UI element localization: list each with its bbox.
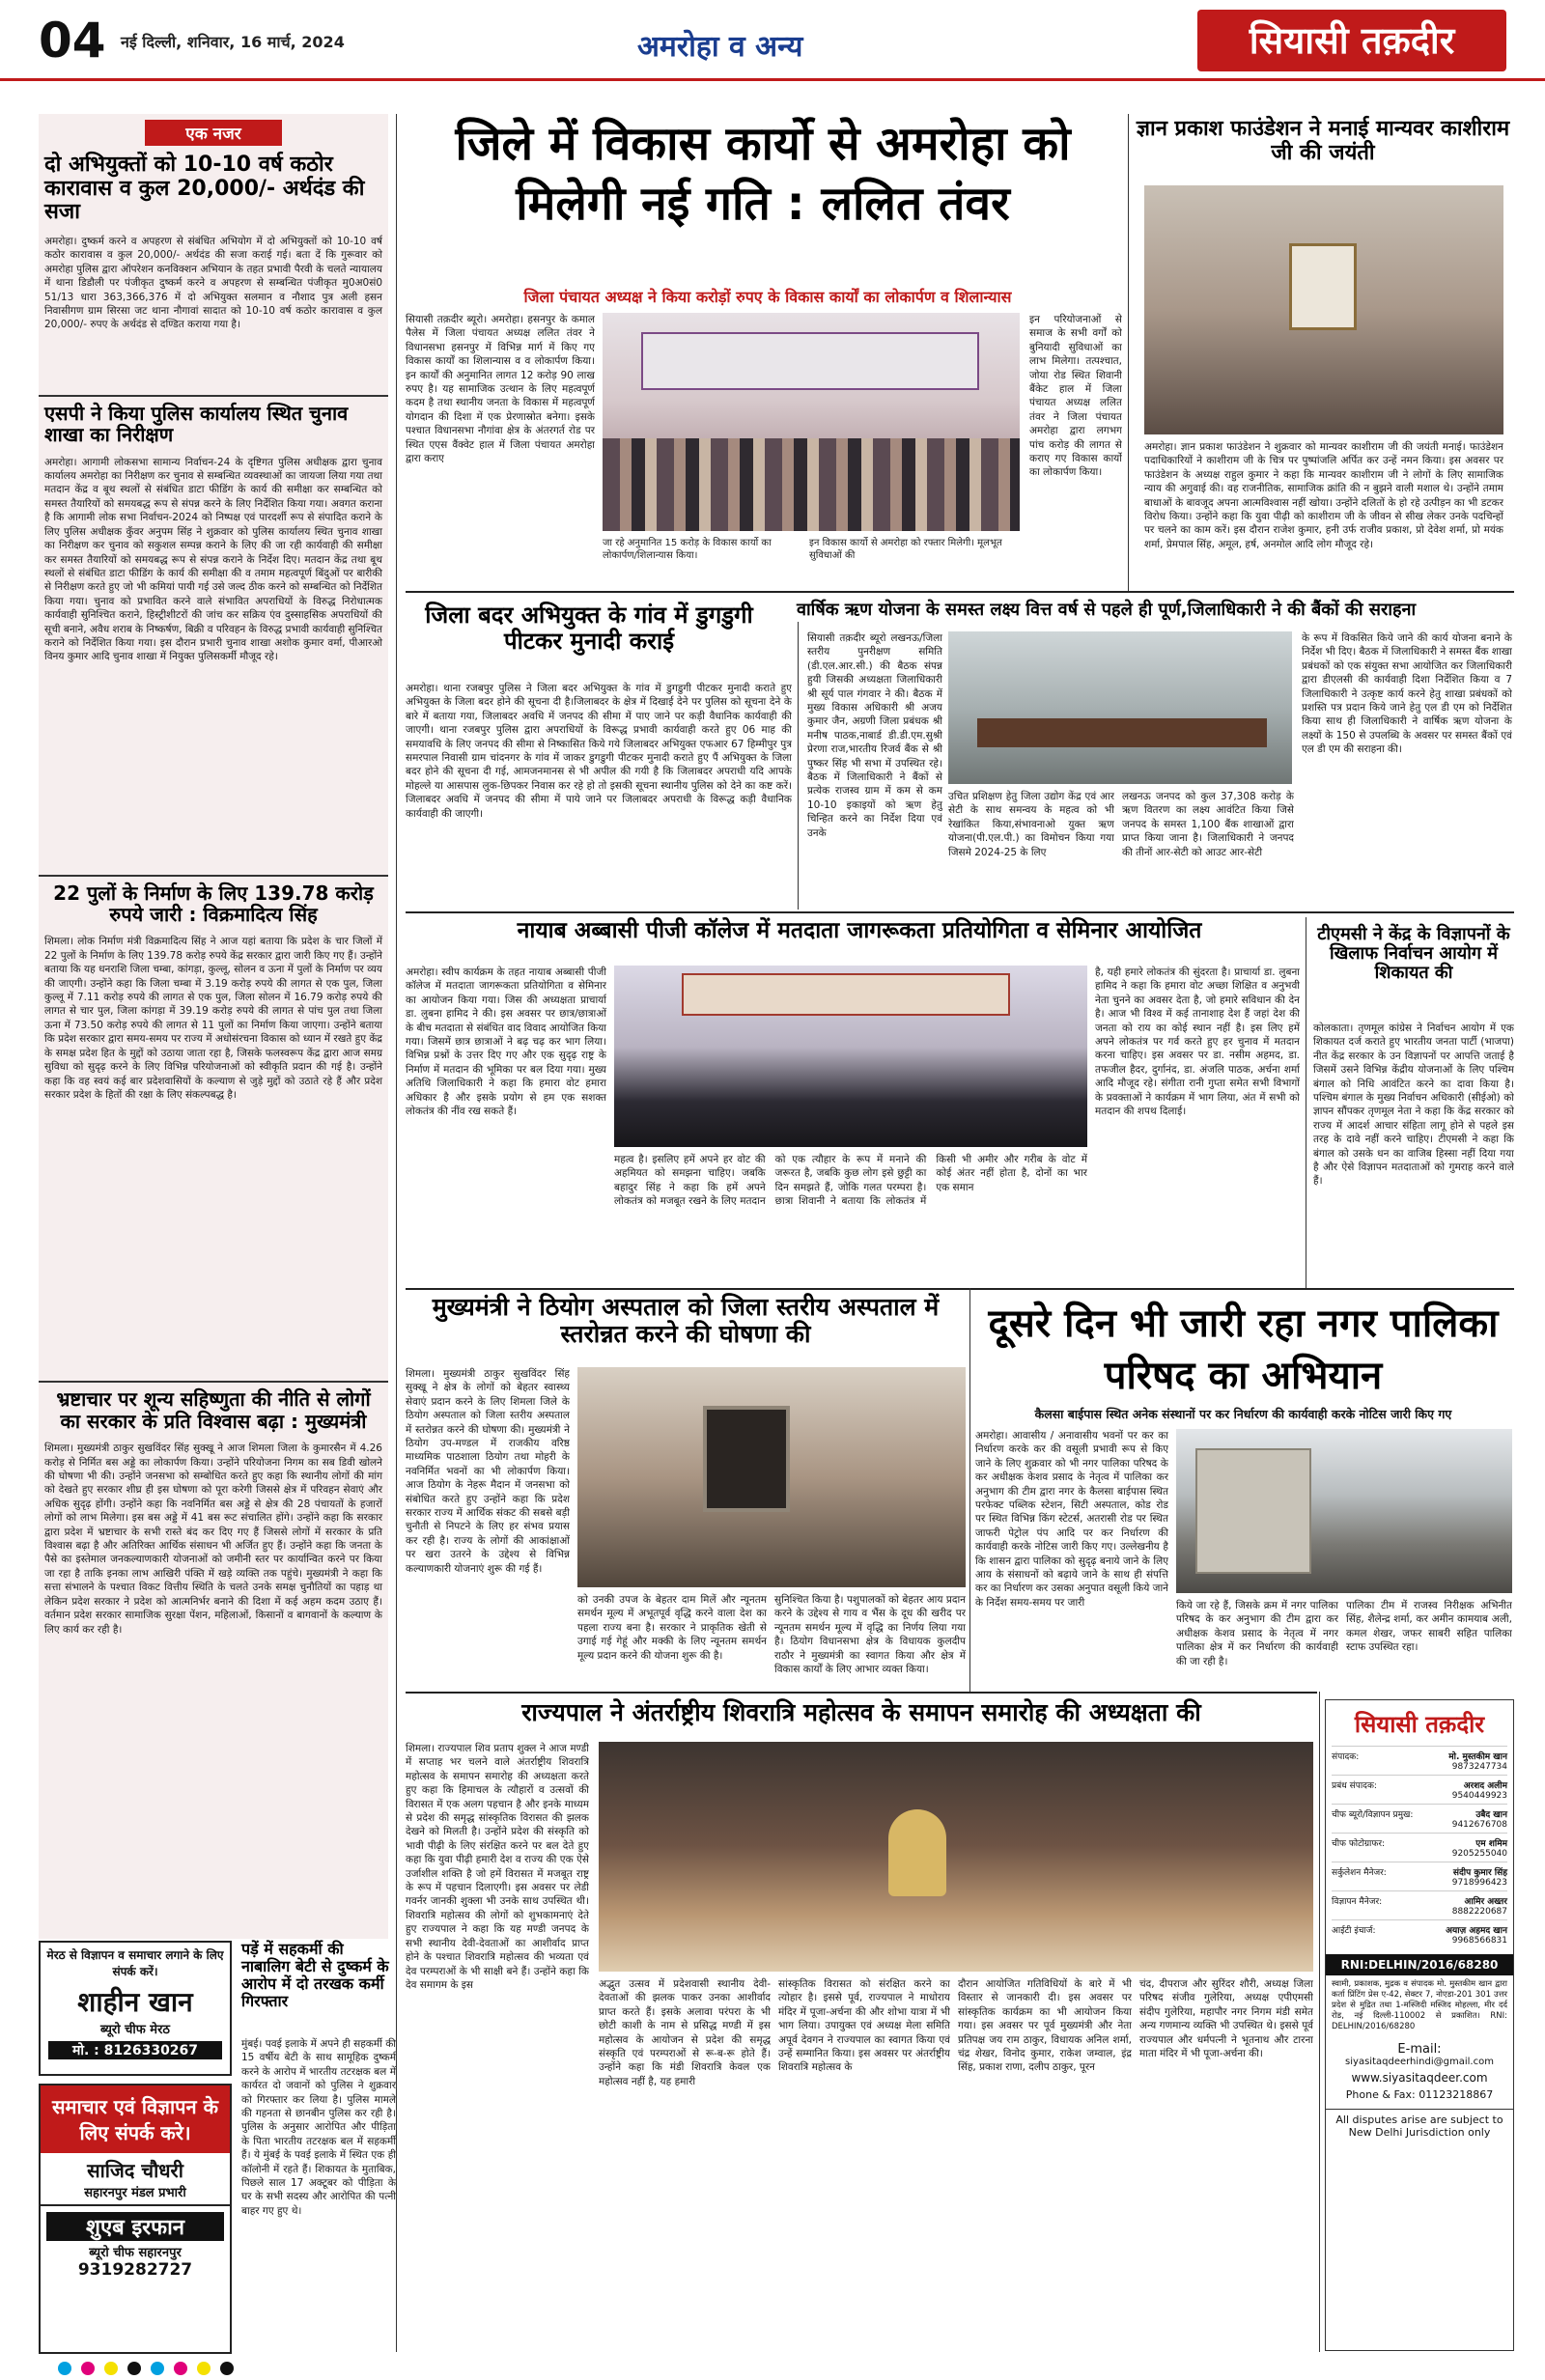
imprint-rows bbox=[1326, 1746, 1513, 1948]
page-number: 04 bbox=[39, 13, 106, 69]
cm-theog-body-left: शिमला। मुख्यमंत्री ठाकुर सुखविंदर सिंह सुक्खू ने क्षेत्र के लोगों को बेहतर स्वास्थ्य सेवाएं प्रदान करने के लिए शिमला जिले के ठियोग अस्पताल को जिला स्तरीय अस्पताल में स्तरोन्नत करने की घोषणा की। मुख्यमंत्री ने ठियोग उप-मण्डल में राजकीय वरिष्ठ माध्यमिक पाठशाला ठियोग तथा मोहरी के नवनिर्मित भवनों का भी लोकार्पण किया। आज ठियोग के नेहरू मैदान में जनसभा को संबोधित करते हुए उन्होंने कहा कि प्रदेश सरकार राज्य में आर्थिक संकट की सबसे बड़ी चुनौती से निपटने के लिए हर संभव प्रयास कर रही है। राज्य के लोगों की आकांक्षाओं पर खरा उतरने के उद्देश्य से विभिन्न कल्याणकारी योजनाएं शुरू की गई हैं। bbox=[406, 1368, 570, 1575]
rajyapal-body-c3: दौरान आयोजित गतिविधियों के बारे में भी विस्तार से जानकारी दी। इस अवसर पर सांस्कृतिक कार्यक्रम का भी आयोजन किया गया। इस अवसर पर पूर्व मुख्यमंत्री और नेता प्रतिपक्ष जय राम ठाकुर, विधायक अनिल शर्मा, चंद्र शेखर, विनोद कुमार, राकेश जम्वाल, इंद्र सिंह, प्रकाश राणा, दलीप ठाकुर, पूरन bbox=[958, 1978, 1132, 2074]
reg-dot-black bbox=[127, 2362, 141, 2375]
story2-headline: एसपी ने किया पुलिस कार्यालय स्थित चुनाव शाखा का निरीक्षण bbox=[39, 395, 388, 452]
rin-photo-table bbox=[977, 718, 1267, 747]
story2-body: अमरोहा। आगामी लोकसभा सामान्य निर्वाचन-24 के दृष्टिगत पुलिस अधीक्षक द्वारा चुनाव कार्यालय अमरोहा का निरीक्षण कर चुनाव से सम्बन्धित व्यवस्थाओं का जायजा लिया गया तथा मतदान केंद्र व बूथ स्थलों से संबंधित डाटा फीडिंग के कार्य की समीक्षा कर सम्बन्धित को समस्त तैयारियों को समयबद्ध रूप से संपन्न करने के लिए निर्देशित किया गया। अवगत कराना है कि आगामी लोक सभा निर्वाचन-2024 को निष्पक्ष एवं पारदर्शी रूप से संपादित कराने के लिए पुलिस अधीक्षक कुँवर अनुपम सिंह ने शुक्रवार को पुलिस कार्यालय स्थित चुनाव शाखा का निरीक्षण कर चुनाव को सकुशल सम्पन्न कराने के लिए की जा रही कार्यवाही की समीक्षा कर समस्त तैयारियों को समयबद्ध रूप से संपन्न कराने के निर्देश दिए। मतदान केंद्र तथा बूथ स्थलों से संबंधित डाटा फीडिंग के कार्य की समीक्षा की व तमाम महत्वपूर्ण बिंदुओं पर बारीकी से निरीक्षण करते हुए जो भी कमियां पायी गई उसे जल्द ठीक करने को सम्बन्धित को निर्देशित किया गया। चुनाव को प्रभावित करने वाले संभावित अपराधियों के विरुद्ध निरोधात्मक कार्यवाही सुनिश्चित कराने, हिस्ट्रीशीटरों की जांच कर सक्रिय एंव दुस्साहसिक अपराधियों की सूची बनाने, अवैध शराब के निष्कर्षण, बिक्री व परिवहन के विरुद्ध प्रभावी कार्यवाही सुनिश्चित कराने को निर्देशित किया गया। इस दौरान प्रभारी चुनाव शाखा अशोक कुमार वर्मा, पीआरओ विनय कुमार आदि चुनाव शाखा में नियुक्त पुलिसकर्मी मौजूद रहे। bbox=[44, 456, 382, 663]
nayab-caption-left: महत्व है। इसलिए हमें अपने हर वोट की अहमियत को समझना चाहिए। जबकि बहादुर सिंह ने कहा कि हमें अपने लोकतंत्र को मजबूत रखने के लिए मतदान को एक त्यौहार के रूप में मनाने की जरूरत है, जबकि कुछ लोग इसे छुट्टी का दिन समझते हैं, जोकि गलत परम्परा है। छात्रा शिवानी ने बताया कि लोकतंत्र में किसी भी अमीर और गरीब के वोट में कोई अंतर नहीं होता है, दोनों का भार एक समान bbox=[614, 1154, 1087, 1208]
ek-nazar-label: एक नजर bbox=[145, 120, 282, 146]
vrule-lead bbox=[1128, 114, 1129, 591]
imprint-row bbox=[1332, 1890, 1507, 1919]
imprint-name: मो. मुस्तकीम खान bbox=[1448, 1752, 1507, 1762]
ad-saharanpur bbox=[39, 2084, 232, 2354]
rin-body-far: के रूप में विकसित किये जाने की कार्य योजना बनाने के निर्देश भी दिए। बैठक में जिलाधिकारी ने समस्त बैंक शाखा प्रबंधकों को एक संयुक्त सभा आयोजित कर जिलाधिकारी द्वारा डीएलसी की कार्यवाही दिशा निर्देशित किया व 7 जिलाधिकारी ने उत्कृष्ट कार्य करने हेतु शाखा प्रबंधकों को प्रशस्ति पत्र प्रदान किये जाने हेतु एल डी एम को निर्देशित किया साथ ही जिलाधिकारी ने वार्षिक ऋण योजना के लक्ष्यों के 150 से उपलब्धि के अवसर पर समस्त बैंकों एवं एल डी एम की सराहना की। bbox=[1302, 632, 1512, 756]
reg-dot-yellow bbox=[197, 2362, 211, 2375]
rajyapal-body-c4: चंद, दीपराज और सुरिंदर शौरी, अध्यक्ष जिला परिषद संजीव गुलेरिया, अध्यक्ष एपीएमसी संदीप गुलेरिया, महापौर नगर निगम मंडी समेत अन्य गणमान्य व्यक्ति भी उपस्थित थे। इससे पूर्व राज्यपाल और धर्मपत्नी ने भूतनाथ और टारना माता मंदिर में भी पूजा-अर्चना की। bbox=[1139, 1978, 1313, 2060]
gyan-photo-portrait bbox=[1289, 243, 1357, 330]
imprint-phone: 9968566831 bbox=[1451, 1936, 1507, 1946]
imprint-name: अयाज़ अहमद खान bbox=[1446, 1926, 1507, 1936]
ad-saharanpur-role: सहारनपुर मंडल प्रभारी bbox=[41, 2183, 230, 2206]
nayab-body-left: अमरोहा। स्वीप कार्यक्रम के तहत नायाब अब्बासी पीजी कॉलेज में मतदाता जागरूकता प्रतियोगिता व सेमिनार का आयोजन किया गया। जिस की अध्यक्षता प्राचार्या डा. लुबना हामिद ने की। इस अवसर पर छात्र/छात्राओं के बीच मतदाता से संबंधित वाद विवाद आयोजित किया गया। जिसमें छात्र छात्राओं ने बढ़ चढ़ कर भाग लिया। विभिन्न प्रश्नों के उत्तर दिए गए और एक सुदृढ़ राष्ट्र के निर्माण में मतदान की भूमिका पर बल दिया गया। मुख्य अतिथि जिलाधिकारी ने कहा कि हमारा वोट हमारा अधिकार है और इसके प्रयोग से हम एक सशक्त लोकतंत्र की नींव रख सकते हैं। bbox=[406, 966, 606, 1118]
lead-photo-banner bbox=[641, 332, 979, 390]
reg-dot-magenta bbox=[81, 2362, 95, 2375]
rule-3 bbox=[406, 1288, 1514, 1290]
ad-shoaib-phone: 9319282727 bbox=[77, 2260, 193, 2280]
lead-photo-crowd bbox=[603, 438, 1020, 531]
gyan-headline: ज्ञान प्रकाश फाउंडेशन ने मनाई मान्यवर काशीराम जी की जयंती bbox=[1136, 117, 1510, 165]
vrule-zila bbox=[798, 622, 799, 910]
tmc-headline: टीएमसी ने केंद्र के विज्ञापनों के खिलाफ निर्वाचन आयोग में शिकायत की bbox=[1317, 924, 1510, 984]
imprint-role: विज्ञापन मैनेजर: bbox=[1332, 1897, 1383, 1907]
imprint-disclaimer: All disputes arise are subject to New Delhi Jurisdiction only bbox=[1326, 2109, 1513, 2139]
reg-dot-magenta bbox=[174, 2362, 187, 2375]
lead-headline: जिले में विकास कार्यो से अमरोहा को मिलेगी नई गति : ललित तंवर bbox=[455, 117, 1071, 231]
imprint-name: उबैद खान bbox=[1475, 1810, 1507, 1820]
rin-photo bbox=[948, 631, 1292, 784]
imprint-row bbox=[1332, 1804, 1507, 1833]
lead-photo-caption: जा रहे अनुमानित 15 करोड़ के विकास कार्यो का लोकार्पण/शिलान्यास किया। bbox=[603, 538, 772, 561]
imprint-box bbox=[1325, 1699, 1514, 2351]
imprint-brand: सियासी तक़दीर bbox=[1354, 1711, 1485, 1738]
cm-theog-photo-plaque bbox=[703, 1406, 790, 1512]
imprint-row bbox=[1332, 1862, 1507, 1890]
section-title: अमरोहा व अन्य bbox=[637, 30, 803, 64]
left-column bbox=[39, 114, 388, 1939]
imprint-phone: 8882220687 bbox=[1451, 1907, 1507, 1917]
imprint-web[interactable]: www.siyasitaqdeer.com bbox=[1351, 2071, 1488, 2085]
tmc-body: कोलकाता। तृणमूल कांग्रेस ने निर्वाचन आयोग में एक शिकायत दर्ज कराते हुए भारतीय जनता पार्टी (भाजपा) नीत केंद्र सरकार के उन विज्ञापनों पर आपत्ति जताई है जिसमें उसने विभिन्न केंद्रीय योजनाओं के लिए पश्चिम बंगाल को निधि आवंटित करने का दावा किया है। पश्चिम बंगाल के मुख्य निर्वाचन अधिकारी (सीईओ) को ज्ञापन सौंपकर तृणमूल नेता ने कहा कि केंद्र सरकार को राज्य में आदर्श आचार संहिता लागू होने से पहले इस तरह के दावे नहीं करने चाहिए। टीएमसी ने कहा कि बंगाल को उसके धन का वाजिब हिस्सा नहीं दिया गया है और ऐसे विज्ञापन मतदाताओं को गुमराह करने वाले हैं। bbox=[1313, 1022, 1514, 1188]
nayab-body-right: है, यही हमारे लोकतंत्र की सुंदरता है। प्राचार्या डा. लुबना हामिद ने कहा कि हमारा वोट अच्छा शिक्षित व अनुभवी नेता चुनने का अवसर देता है, जो हमारे सविधान की देन है। आज भी विश्व में कई तानाशाह देश हैं जहां देश की जनता को राय का कोई स्थान नहीं है। इस लिए हमें अपने लोकतंत्र पर गर्व करते हुए हर चुनाव में मतदान करना चाहिए। इस अवसर पर डा. नसीम अहमद, डा. तफजील हैदर, दुर्गानंद, डा. अंजलि पाठक, अर्चना शर्मा आदि मौजूद रहे। संगीता रानी गुप्ता समेत सभी विभागों के प्रवक्ताओं ने कार्यक्रम में भाग लिया, अंत में सभी को मतदान की शपथ दिलाई। bbox=[1095, 966, 1300, 1118]
imprint-name: एम शमिम bbox=[1475, 1839, 1507, 1849]
ad-meerut-phone: मो. : 8126330267 bbox=[48, 2041, 222, 2059]
ad-meerut bbox=[39, 1941, 232, 2076]
imprint-role: संपादक: bbox=[1332, 1752, 1360, 1762]
rin-headline: वार्षिक ऋण योजना के समस्त लक्ष्य वित्त वर्ष से पहले ही पूर्ण,जिलाधिकारी ने की बैंकों की सराहना bbox=[797, 600, 1417, 620]
date-line: नई दिल्ली, शनिवार, 16 मार्च, 2024 bbox=[121, 33, 345, 51]
imprint-rni: RNI:DELHIN/2016/68280 bbox=[1326, 1954, 1513, 1975]
cm-theog-photo bbox=[577, 1367, 966, 1587]
nagar-body-far: पालिका टीम में राजस्व निरीक्षक अभिनीत सिंह, शैलेन्द्र शर्मा, कर अमीन कामयाब अली, कमल शेखर, जफर साबरी सहित पालिका स्टाफ उपस्थित रहा। bbox=[1346, 1600, 1512, 1654]
vrule-mid bbox=[969, 1288, 970, 1692]
nabalig-body: मुंबई। पवई इलाके में अपने ही सहकर्मी की 15 वर्षीय बेटी के साथ सामूहिक दुष्कर्म करने के आरोप में भारतीय तटरक्षक बल में कार्यरत दो जवानों को पुलिस ने शुक्रवार को गिरफ्तार कर लिया है। पुलिस मामले की गहनता से छानबीन पुलिस कर रही है। पुलिस के अनुसार आरोपित और पीड़िता के पिता भारतीय तटरक्षक बल में सहकर्मी हैं। ये मुंबई के पवई इलाके में स्थित एक ही कॉलोनी में रहते हैं। शिकायत के मुताबिक, पिछले साल 17 अक्टूबर को पीड़िता के घर के सभी सदस्य और आरोपित की पत्नी बाहर गए हुए थे। bbox=[241, 2038, 396, 2217]
imprint-phone: 9412676708 bbox=[1451, 1820, 1507, 1830]
nagar-photo-building bbox=[1195, 1448, 1311, 1574]
vrule-imprint bbox=[1319, 1692, 1320, 2352]
zila-badar-headline: जिला बदर अभियुक्त के गांव में डुगडुगी पीटकर मुनादी कराई bbox=[425, 602, 753, 655]
rajyapal-body-left: शिमला। राज्यपाल शिव प्रताप शुक्ल ने आज मण्डी में सप्ताह भर चलने वाले अंतर्राष्ट्रीय शिवरात्रि महोत्सव के समापन समारोह की अध्यक्षता करते हुए कहा कि हिमाचल के त्यौहारों व उत्सवों की विरासत में एक अलग पहचान है और इनके माध्यम से प्रदेश की समृद्ध सांस्कृतिक विरासत की झलक देखने को मिलती है। उन्होंने प्रदेश की संस्कृति को भावी पीढ़ी के लिए संरक्षित करने पर बल देते हुए कहा कि युवा पीढ़ी हमारी देश व राज्य की एक ऐसे उर्जाशील शक्ति है जो हमें विरासत में मजबूत राष्ट्र के रूप में पहचान दिलाएगी। इस अवसर पर लेडी गवर्नर जानकी शुक्ला भी उनके साथ उपस्थित थी। शिवरात्रि महोत्सव की लोगों को शुभकामनाएं देते हुए राज्यपाल ने कहा कि यह मण्डी जनपद के सभी स्थानीय देवी-देवताओं का आशीर्वाद प्राप्त होने के पश्चात शिवरात्रि महोत्सव की भव्यता एवं देव परम्पराओं के भी साक्षी बने हैं। उन्होंने कहा कि देव समागम के इस bbox=[406, 1743, 589, 1991]
rule-2 bbox=[406, 911, 1514, 913]
ad-shoaib-role: ब्यूरो चीफ सहारनपुर bbox=[89, 2246, 182, 2260]
imprint-row bbox=[1332, 1746, 1507, 1775]
imprint-name: आमिर अख्तर bbox=[1464, 1897, 1507, 1907]
vrule-left bbox=[396, 114, 397, 2352]
lead-body-right: इन परियोजनाओं से समाज के सभी वर्गों को बुनियादी सुविधाओं का लाभ मिलेगा। तत्पश्चात, जोया रोड स्थित शिवानी बैंकेट हाल में जिला पंचायत अध्यक्ष ललित तंवर ने जिला पंचायत अमरोहा द्वारा लगभग पांच करोड़ की लागत से कराए गए विकास कार्यो का लोकार्पण किया। bbox=[1029, 314, 1122, 479]
cm-theog-headline: मुख्यमंत्री ने ठियोग अस्पताल को जिला स्तरीय अस्पताल में स्तरोन्नत करने की घोषणा की bbox=[432, 1293, 940, 1348]
story1-headline: दो अभियुक्तों को 10-10 वर्ष कठोर कारावास व कुल 20,000/- अर्थदंड की सजा bbox=[44, 153, 365, 225]
ad-meerut-role: ब्यूरो चीफ मेरठ bbox=[100, 2023, 170, 2037]
nayab-photo-banner bbox=[682, 973, 1010, 1016]
imprint-row bbox=[1332, 1775, 1507, 1804]
rule-1 bbox=[406, 591, 1514, 593]
nagar-photo bbox=[1176, 1429, 1512, 1593]
nagar-subhead: कैलसा बाईपास स्थित अनेक संस्थानों पर कर निर्धारण की कार्यवाही करके नोटिस जारी किए गए bbox=[1034, 1407, 1452, 1421]
imprint-phone: 9205255040 bbox=[1451, 1849, 1507, 1859]
rajyapal-photo bbox=[599, 1742, 1313, 1972]
story3-headline: 22 पुलों के निर्माण के लिए 139.78 करोड़ रुपये जारी : विक्रमादित्य सिंह bbox=[39, 875, 388, 932]
reg-dot-cyan bbox=[58, 2362, 71, 2375]
ad-saharanpur-line: समाचार एवं विज्ञापन के लिए संपर्क करे। bbox=[41, 2086, 230, 2153]
ad-saharanpur-name: साजिद चौधरी bbox=[87, 2159, 183, 2182]
rin-body-mid: उचित प्रशिक्षण हेतु जिला उद्योग केंद्र एवं आर सेटी के साथ समन्वय के महत्व को भी रेखांकित किया,संभावनाओ युक्त ऋण योजना(पी.एल.पी.) का विमोचन किया गया जिसमे 2024-25 के लिए bbox=[948, 791, 1114, 858]
imprint-printer-line: स्वामी, प्रकाशक, मुद्रक व संपादक मो. मुस्तकीम खान द्वारा कर्ता प्रिंटिंग प्रेस ए-42, सेक्टर 7, नोएडा-201 301 उत्तर प्रदेश से मुद्रित तथा 1-मस्जिदी मस्जिद मोहल्ला, मीर दर्द रोड, नई दिल्ली-110002 से प्रकाशित। RNI: DELHIN/2016/68280 bbox=[1332, 1979, 1507, 2031]
nagar-body: अमरोहा। आवासीय / अनावासीय भवनों पर कर का निर्धारण करके कर की वसूली प्रभावी रूप से किए जाने के लिए शुक्रवार को भी नगर पालिका परिषद के कर अधीक्षक केशव प्रसाद के नेतृत्व में पालिका कर अनुभाग की टीम द्वारा नगर के कैलसा बाईपास स्थित परफेक्ट पब्लिक स्टेशन, सिटी अस्पताल, कोड रोड पर स्थित विभिन्न किंग स्टेटर्स, अतरासी रोड पर स्थित जाफरी पेट्रोल पंप आदि पर कर निर्धारण की कार्यवाही करके नोटिस जारी किए गए। उल्लेखनीय है कि शासन द्वारा पालिका को सुदृढ़ बनाये जाने के लिए आय के संसाधनों को बढ़ाये जाने के साथ ही संपत्ति कर का निर्धारण कर उसका अनुपात वसूली किये जाने के निर्देश समय-समय पर जारी bbox=[975, 1430, 1168, 1609]
lead-body-left: सियासी तक़दीर ब्यूरो। अमरोहा। हसनपुर के कमाल पैलेस में जिला पंचायत अध्यक्ष ललित तंवर ने विधानसभा हसनपुर में विभिन्न मार्ग में किए गए विकास कार्यों का शिलान्यास व व लोकार्पण किया। इन कार्यों की अनुमानित लागत 12 करोड़ 90 लाख रुपए है। यह सामाजिक उत्थान के लिए महत्वपूर्ण कदम है तथा स्थानीय जनता के विकास में महत्वपूर्ण योगदान की दिशा में एक प्रेरणास्रोत बनेगा। इसके पश्चात विधानसभा नौगांवा क्षेत्र के अंतरगर्त रोड पर स्थित एएस वैंक्वेट हाल में जिला पंचायत अमरोहा द्वारा कराए bbox=[406, 314, 595, 465]
brand-logo bbox=[1197, 10, 1506, 71]
rajyapal-photo-trophy bbox=[888, 1809, 946, 1896]
reg-dot-cyan bbox=[151, 2362, 164, 2375]
imprint-role: चीफ फोटोग्राफर: bbox=[1332, 1839, 1386, 1849]
lead-subhead: जिला पंचायत अध्यक्ष ने किया करोड़ों रुपए के विकास कार्यों का लोकार्पण व शिलान्यास bbox=[523, 288, 1012, 306]
imprint-role: सर्कुलेशन मैनेजर: bbox=[1332, 1868, 1387, 1878]
lead-body-mid: इन विकास कार्यो से अमरोहा को रफ्तार मिलेगी। मूलभूत सुविधाओं की bbox=[809, 538, 1002, 561]
story4-headline: भ्रष्टाचार पर शून्य सहिष्णुता की नीति से लोगों का सरकार के प्रति विश्वास बढ़ा : मुख्यमंत्री bbox=[39, 1381, 388, 1438]
imprint-role: आईटी इंचार्ज: bbox=[1332, 1926, 1376, 1936]
registration-strip bbox=[0, 2356, 1545, 2380]
rule-4 bbox=[406, 1692, 1317, 1694]
ad-meerut-name: शाहीन खान bbox=[77, 1986, 193, 2018]
imprint-name: अरशद अलीम bbox=[1463, 1781, 1507, 1791]
imprint-role: प्रबंध संपादक: bbox=[1332, 1781, 1377, 1791]
imprint-phone: 9873247734 bbox=[1451, 1762, 1507, 1772]
story3-body: शिमला। लोक निर्माण मंत्री विक्रमादित्य सिंह ने आज यहां बताया कि प्रदेश के चार जिलों में 22 पुलों के निर्माण के लिए 139.78 करोड़ रुपये केंद्र सरकार द्वारा जारी किए गए हैं। उन्होंने बताया कि यह धनराशि जिला चम्बा, कांगड़ा, कुल्लू, सोलन व ऊना में पुलों के निर्माण पर व्यय की जाएगी। उन्होंने कहा कि जिला चम्बा में 3.19 करोड़ रुपये की लागत से एक पुल, जिला कुल्लू में 7.11 करोड़ रुपये की लागत से एक पुल, जिला सोलन में 16.79 करोड़ रुपये की लागत से चार पुल, जिला कांगड़ा में 39.19 करोड़ रुपये की लागत से पांच पुल तथा जिला ऊना में 73.50 करोड़ रुपये की लागत से 11 पुलों का निर्माण किया जाएगा। उन्होंने बताया कि प्रदेश सरकार द्वारा समय-समय पर राज्य में अधोसंरचना विकास को ध्यान में रखते हुए केंद्र के समक्ष प्रदेश हित के मुद्दों को उठाया जाता रहा है, जिसके फलस्वरूप केंद्र द्वारा आज समग्र सुविधा को सुदृढ़ करने के लिए विभिन्न परियोजनाओं को स्वीकृति प्रदान की गई है। उन्होंने कहा कि वह स्वयं कई बार प्रदेशवासियों के कल्याण से जुड़े मुद्दों को उठाते रहे हैं और प्रदेश सरकार प्रदेश के हितों की रक्षा के लिए संकल्पबद्ध है। bbox=[44, 936, 382, 1101]
brand-logo-text: सियासी तक़दीर bbox=[1249, 19, 1455, 62]
imprint-phone-fax: Phone & Fax: 01123218867 bbox=[1345, 2088, 1494, 2101]
story4-body: शिमला। मुख्यमंत्री ठाकुर सुखविंदर सिंह सुक्खू ने आज शिमला जिला के कुमारसैन में 4.26 करोड़ से निर्मित बस अड्डे का लोकार्पण किया। उन्होंने परियोजना निगम का सब डिवी खोलने की घोषणा भी की। उन्होंने जनसभा को सम्बोधित करते हुए कहा कि स्थानीय लोगों की मांग को देखते हुए सरकार शीघ्र ही इस घोषणा को पूरा करेगी जिससे क्षेत्र में परिवहन सेवाएं और अधिक सुदृढ़ होंगी। उन्होंने कहा कि नवनिर्मित बस अड्डे से क्षेत्र की 28 पंचायतों के हजारों लोगों को लाभ मिलेगा। इस बस अड्डे में 41 बस रूट संचालित होंगे। उन्होंने कहा कि सरकार द्वारा प्रदेश में भ्रष्टाचार के सभी रास्ते बंद कर दिए गए हैं जिससे लोगों में सरकार के प्रति विश्वास बढ़ा है और अतिरिक्त आर्थिक संसाधन भी अर्जित हुए हैं। उन्होंने कहा कि जनता के पैसे का इस्तेमाल जनकल्याणकारी योजनाओं को जमीनी स्तर पर कार्यान्वित करने पर किया जा रहा है ताकि इनका लाभ आखिरी पंक्ति में खड़े व्यक्ति तक पहुंचे। मुख्यमंत्री ने कहा कि सत्ता संभालने के पश्चात विकट वित्तीय स्थिति के चलते उनके समक्ष चुनौतियों का पहाड़ था लेकिन प्रदेश सरकार ने प्रदेश को आत्मनिर्भर बनाने की दिशा में कई अहम कदम उठाए हैं। वर्तमान प्रदेश सरकार सामाजिक सुरक्षा पेंशन, महिलाओं, किसानों व बागवानों के कल्याण के लिए कार्य कर रही है। bbox=[44, 1442, 382, 1636]
imprint-email[interactable]: siyasitaqdeerhindi@gmail.com bbox=[1345, 2057, 1494, 2067]
ad-shoaib-name: शुएब इरफान bbox=[46, 2212, 224, 2241]
rajyapal-headline: राज्यपाल ने अंतर्राष्ट्रीय शिवरात्रि महोत्सव के समापन समारोह की अध्यक्षता की bbox=[521, 1698, 1201, 1726]
ad-meerut-line: मेरठ से विज्ञापन व समाचार लगाने के लिए संपर्क करें। bbox=[46, 1948, 224, 1978]
imprint-row bbox=[1332, 1919, 1507, 1948]
nabalig-headline: पड़ें में सहकर्मी की नाबालिग बेटी से दुष्कर्म के आरोप में दो तरखक कर्मी गिरफ्तार bbox=[241, 1940, 389, 2010]
rin-body-right: लखनऊ जनपद को कुल 37,308 करोड़ के ऋण वितरण का लक्ष्य आवंटित किया जिसे जनपद के समस्त 1,100 बैंक शाखाओं द्वारा प्राप्त किया जाना है। जिलाधिकारी ने जनपद की तीनों आर-सेटी को आउट आर-सेटी bbox=[1122, 791, 1294, 858]
rajyapal-body-c1: अद्भुत उत्सव में प्रदेशवासी स्थानीय देवी-देवताओं की झलक पाकर उनका आशीर्वाद प्राप्त करते हैं। इसके अलावा परंपरा के भी छोटी काशी के नाम से प्रसिद्ध मण्डी में इस महोत्सव के आयोजन से प्रदेश की समृद्ध संस्कृति एवं परम्पराओं से रू-ब-रू होते हैं। उन्होंने कहा कि मंडी शिवरात्रि केवल एक महोत्सव नहीं है, यह हमारी bbox=[599, 1978, 771, 2087]
cm-theog-body-mid: को उनकी उपज के बेहतर दाम मिलें और न्यूनतम समर्थन मूल्य में अभूतपूर्व वृद्धि करने वाला देश का पहला राज्य बना है। सरकार ने प्राकृतिक खेती से उगाई गई गेहूं और मक्की के लिए न्यूनतम समर्थन मूल्य प्रदान करने की योजना शुरू की है। bbox=[577, 1594, 767, 1662]
cm-theog-body-right: सुनिश्चित किया है। पशुपालकों को बेहतर आय प्रदान करने के उद्देश्य से गाय व भैंस के दूध की खरीद पर न्यूनतम समर्थन मूल्य में वृद्धि का निर्णय लिया गया है। ठियोग विधानसभा क्षेत्र के विधायक कुलदीप राठौर ने मुख्यमंत्री का स्वागत किया और क्षेत्र में विकास कार्यों के लिए आभार व्यक्त किया। bbox=[774, 1594, 966, 1676]
story1-body: अमरोहा। दुष्कर्म करने व अपहरण से संबंधित अभियोग में दो अभियुक्तों को 10-10 वर्ष कठोर कारावास व कुल 20,000/- अर्थदंड की सजा कराई गई। बता दें कि गुरूवार को अमरोहा पुलिस द्वारा ऑपरेशन कनविक्शन अभियान के तहत प्रभावी पैरवी के चलते न्यायालय में थाना डिडौली पर पंजीकृत दुष्कर्म करने व अपहरण से सम्बन्धित पंजीकृत मु0अ0सं0 51/13 धारा 363,366,376 में दो अभियुक्त सलमान व नौशाद पुत्र अली हसन निवासीगण ग्राम सिरसा जट थाना नौगावां सादात को 10-10 वर्ष कठोर कारावास व कुल 20,000/- रुपए के अर्थदंड से दण्डित कराया गया है। bbox=[44, 235, 382, 331]
gyan-body: अमरोहा। ज्ञान प्रकाश फाउंडेशन ने शुक्रवार को मान्यवर काशीराम जी की जयंती मनाई। फाउंडेशन पदाधिकारियों ने काशीराम जी के चित्र पर पुष्पांजलि अर्पित कर उन्हें नमन किया। इस अवसर पर फाउंडेशन के अध्यक्ष राहुल कुमार ने कहा कि मान्यवर काशीराम जी ने लोगों के लिए सामाजिक न्याय की अगुवाई की। वह राजनीतिक, सामाजिक क्रांति की न बुझने वाली मशाल थे। उन्होंने तमाम बाधाओं के बावजूद अपना आत्मविश्वास नहीं खोया। उन्होंने दलितों के हो रहे उत्पीड़न का भी डटकर विरोध किया। उन्होंने कहा कि युवा पीढ़ी को काशीराम जी के जीवन से सीख लेकर उनके पदचिन्हों पर चलने का काम करें। इस दौरान राजेश कुमार, हनी उर्फ राजीव प्रकाश, प्रो देवेश शर्मा, प्रो मयंक शर्मा, प्रेमपाल सिंह, अमूल, हर्ष, अनमोल आदि लोग मौजूद रहे। bbox=[1144, 441, 1503, 550]
imprint-phone: 9718996423 bbox=[1451, 1878, 1507, 1888]
imprint-phone: 9540449923 bbox=[1451, 1791, 1507, 1801]
rin-body-left: सियासी तक़दीर ब्यूरो लखनऊ/जिला स्तरीय पुनरीक्षण समिति (डी.एल.आर.सी.) की बैठक संपन्न हुयी जिसकी अध्यक्षता जिलाधिकारी श्री सूर्य पाल गंगवार ने की। बैठक में मुख्य विकास अधिकारी श्री अजय कुमार जैन, अग्रणी जिला प्रबंधक श्री मनीष पाठक,नाबार्ड डी.डी.एम.सुश्री प्रेरणा राज,भारतीय रिजर्व बैंक से श्री पुष्कर सिंह भी सभा में उपस्थित रहे। बैठक में जिलाधिकारी ने बैंकों से प्रत्येक राजस्व ग्राम में कम से कम 10-10 इकाइयों को ऋण हेतु चिन्हित करने का निर्देश दिया एवं उनके bbox=[807, 632, 942, 839]
imprint-row bbox=[1332, 1833, 1507, 1862]
nagar-body-right: किये जा रहे हैं, जिसके क्रम में नगर पालिका परिषद के कर अनुभाग की टीम द्वारा कर अधीक्षक केशव प्रसाद के नेतृत्व में नगर पालिका क्षेत्र में कर निर्धारण की कार्यवाही की जा रही है। bbox=[1176, 1600, 1338, 1667]
gyan-photo bbox=[1144, 185, 1503, 434]
nayab-photo bbox=[614, 966, 1087, 1147]
rajyapal-body-c2: सांस्कृतिक विरासत को संरक्षित करने का त्योहार है। इससे पूर्व, राज्यपाल ने माधोराय मंदिर में पूजा-अर्चना की और शोभा यात्रा में भी भाग लिया। उपायुक्त एवं अध्यक्ष मेला समिति अपूर्व देवगन ने राज्यपाल का स्वागत किया एवं उन्हें सम्मानित किया। इस अवसर पर अंतर्राष्ट्रीय शिवरात्रि महोत्सव के bbox=[778, 1978, 950, 2074]
reg-dot-yellow bbox=[104, 2362, 118, 2375]
reg-dot-black bbox=[220, 2362, 234, 2375]
lead-photo bbox=[603, 313, 1020, 531]
nagar-headline: दूसरे दिन भी जारी रहा नगर पालिका परिषद का अभियान bbox=[988, 1302, 1499, 1398]
imprint-name: संदीप कुमार सिंह bbox=[1452, 1868, 1507, 1878]
zila-badar-body: अमरोहा। थाना रजबपुर पुलिस ने जिला बदर अभियुक्त के गांव में डुगडुगी पीटकर मुनादी कराते हुए अभियुक्त के जिला बदर होने की सूचना दी है।जिलाबदर के क्षेत्र में दिखाई देने पर पुलिस को सूचना देने के बारे में बताया गया, जिलाबदर अवधि में जनपद की सीमा में पाए जाने पर कड़ी वैधानिक कार्यवाही की जाएगी। थाना रजबपुर पुलिस द्वारा अपराधियों के विरूद्ध प्रभावी कार्यवाही करते हुए 06 माह की समयावधि के लिए जनपद की सीमा से निष्कासित किये गये जिलाबदर अभियुक्त एफआर 67 हिम्मीपुर पुत्र समरपाल निवासी ग्राम चांदनगर के गांव में जाकर डुगडुगी पीटकर मुनादी कराते हुए पैं अभियुक्त के जिला बदर होने की सूचना दी गई, आमजनमानस से भी अपील की गयी है कि जिलाबदर अपराधी यदि आपके मोहल्ले या आसपास लुक-छिपकर निवास कर रहे हो तो इसकी सूचना स्थानीय पुलिस को देने का कष्ट करें। जिलाबदर अवधि में जनपद की सीमा में पाये जाने पर जिलाबदर अपराधी के विरूद्ध कड़ी वैधानिक कार्यवाही की जाएगी। bbox=[406, 683, 792, 820]
imprint-email-label: E-mail: bbox=[1397, 2042, 1442, 2057]
imprint-role: चीफ ब्यूरो/विज्ञापन प्रमुख: bbox=[1332, 1810, 1414, 1820]
nayab-headline: नायाब अब्बासी पीजी कॉलेज में मतदाता जागरूकता प्रतियोगिता व सेमिनार आयोजित bbox=[517, 918, 1202, 943]
